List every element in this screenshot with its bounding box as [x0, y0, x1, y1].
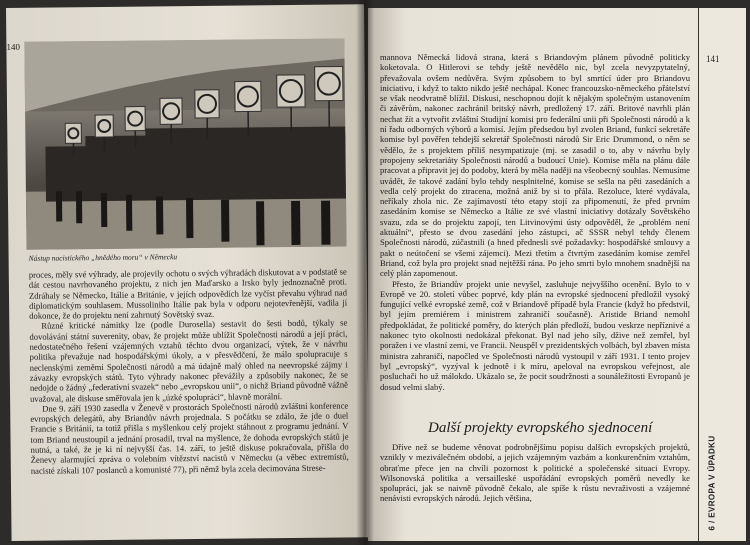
- right-body-text-bottom: [380, 442, 690, 504]
- right-paragraph-1: mannova Německá lidová strana, která s Briandovým plánem původně politicky koketovala. O Hitlerovi se tehdy ještě nevědělo nic, byl zcela nevyzpytatelný, převažovala ovšem nedůvěra. Svým způsobem to byl smrtící úder pro Briandovu iniciativu, i když to takto nikdo ještě nechápal. Konec francouzsko-německého přátelství se však neodvratně blížil. Diskusi, neschopnou dojít k nějakým společným ustanovením či závěrům, nakonec zachránil britský návrh, predložený 17. září. Britové navrhli plán nechat žít a vytvořit zvláštní Studijní komisi pro federální unii při Společnosti národů a k ní řadu odborných výborů a komisí. Jejím předsedou byl zvolen Briand, funkcí sekretáře komise byl pověřen tehdejší sekretář Společnosti národů Sir Eric Drummond, o něm se vědělo, že s projektem příliš nesympatizuje (mj. se zasadil o to, aby v návrhu byly propojeny sekretariáty Společnosti národů a budoucí Unie). Komise měla na plánu dále pracovat a připravit jej do podoby, která by měla naději na všeobecný souhlas. Nemusíme uvádět, že takové zadání bylo tehdy nesplnitelné, komise se sešla na pěti zasedáních a vedla celý projekt do ztracena, možná aniž by si to přála. Rezoluce, které vydávala, neříkaly zhola nic. Ze zajímavostí této etapy stojí za připomenutí, že před prvním zasedáním komise se Německo a Itálie ze své vlastní iniciativy dotázaly Sovětského svazu, zda se do projektu zapojí, ten Litvinovými ústy odpověděl, že „problém není aktuální“, přesto se dvou zasedání jeho zástupci, ač SSSR nebyl tehdy členem Společnosti národů, zúčastnili (a hned přednesli své požadavky: hospodářské smlouvy a pakt o neútočení se všemi zájemci). Mezi třetím a čtvrtým zasedáním komise zemřel Briand, což byla pro projekt snad nejtěžší rána. Po jeho smrti bylo mnohem snadnější na celý plán zapomenout.: [380, 52, 690, 279]
- photo-caption: Nástup nacistického „hnědého moru“ v Německu: [28, 252, 178, 263]
- margin-rule: [698, 8, 699, 541]
- section-heading: Další projekty evropského sjednocení: [428, 420, 653, 436]
- page-number-left: 140: [6, 41, 20, 52]
- left-body-text: [29, 266, 349, 475]
- parade-illustration: [24, 38, 346, 249]
- left-paragraph-3: Dne 9. září 1930 zasedla v Ženevě v prostorách Společnosti národů zvláštní konference evropských delegátů, aby Briandův návrh projednala. S počátku se zdálo, že jde o duel Francie s Británií, ta totiž přišla s myšlenkou celý projekt stáhnout z programu jednání. V tom Briand neustoupil a jednání prosadil, trval na myšlence, že dohoda evropských států je nutná, a také, že je ki ní nejvyšší čas. 14. září, to ještě diskuse pokračovala, přišla do Ženevy alarmující zpráva o volebním vítězství nacistů v Německu (a věbec extremistů, nacisté získali 107 poslanců a komunisté 77), při němž byla zcela decimována Strese-: [30, 400, 349, 476]
- book-gutter: [356, 0, 374, 545]
- right-paragraph-2: Přesto, že Briandův projekt unie nevyšel, zasluhuje nejvyššího ocenění. Bylo to v Evropě ve 20. století vůbec poprvé, kdy plán na evropské sjednocení předložil vysoký fungující velké evropské země, což v Briandově případě byla Francie (když ho předstvil, byl jejím premiérem i ministrem zahraničí současně). Aristide Briand nemohl předpokládat, že politické poměry, do kterých plán předloží, budou veskrze nepříznivé a nakonec tyto okolnosti nedokázal překonat. Byl nad jeho síly, džive než zemřel, byl poražen i ve vlastní zemi, ve Francii. Neuspěl v prezidentských volbách, byl zbaven místa ministra zahraničí, napočled ve Společnosti národů vystoupil v září 1931. I tento projev byl „evropský“, vyzýval k jednotě i k míru, apeloval na evropskou veřejnost, ale posluchači ho už málokdo. Ukázalo se, že pocit soudržnosti a sounáležitosti Evropanů je dosud velmi slabý.: [380, 278, 690, 392]
- page-number-right: 141: [706, 54, 720, 64]
- left-paragraph-1: proces, měly své výhrady, ale projevily ochotu o svých výhradách diskutovat a v podstatě se dát cestou navrhovaného projektu, z nich jen Maďarsko a Irsko byly jednoznačně proti. Zdráhaly se Německo, Itálie a Británie, v jejích odpovědích lze vyčíst převahu výhrad nad diplomatickým souhlasem. Mussoliniho Itálie pak byla v odporu nejotevřenější, vadila jí dokonce, že do projektu není zahrnutý Sovětský svaz.: [28, 266, 348, 321]
- right-paragraph-3: Dříve než se budeme věnovat podrobnějšímu popisu dalších evropských projektů, vznikly v meziválečném období, a jejich vzájemným vazbám a konkurenčním vztahům, obraťme přece jen na chvíli pozornost k politické a společenské situaci Evropy. Wilsonovská politika a versailleské uspořádání evropských poměrů nevedly ke spolupráci, jak se naivně původně čekalo, ale spíše k růstu nevraživosti a vzájemné nenávisti evropských národů. Jejich většina,: [380, 442, 690, 504]
- left-page: [6, 4, 370, 541]
- left-paragraph-2: Různé kritické námitky lze (podle Durosella) sestavit do šesti bodů, týkaly se dovolávání státní suverenity, obav, že projekt může ublížit Společnosti národů a její práci, nedostatečného řešení vzájemných vztahů těchto dvou organizací, výtek, že v návrhu politika převažuje nad hospodářskými úkoly, a v přesvědčení, že málo spolupracuje s neclenskými zeměmi Společnosti národů a má údajně malý ohled na neevropské zájmy i závazky evropských států. Tyto výhrady nakonec převážily a způsobily nakonec, že se nedojde o žádný „federativní svazek“ nebo „evropskou unii“, o nichž Briand původně vážně uvažoval, ale diskuse směřovala jen k „úzké spolupráci“, hlavně morální.: [29, 317, 349, 404]
- right-page: [368, 8, 746, 541]
- running-head-text: 6 / EVROPA V ÚPADKU: [707, 435, 717, 531]
- historical-photograph: [24, 38, 346, 249]
- running-head: [704, 388, 718, 538]
- right-body-text-top: [380, 52, 690, 392]
